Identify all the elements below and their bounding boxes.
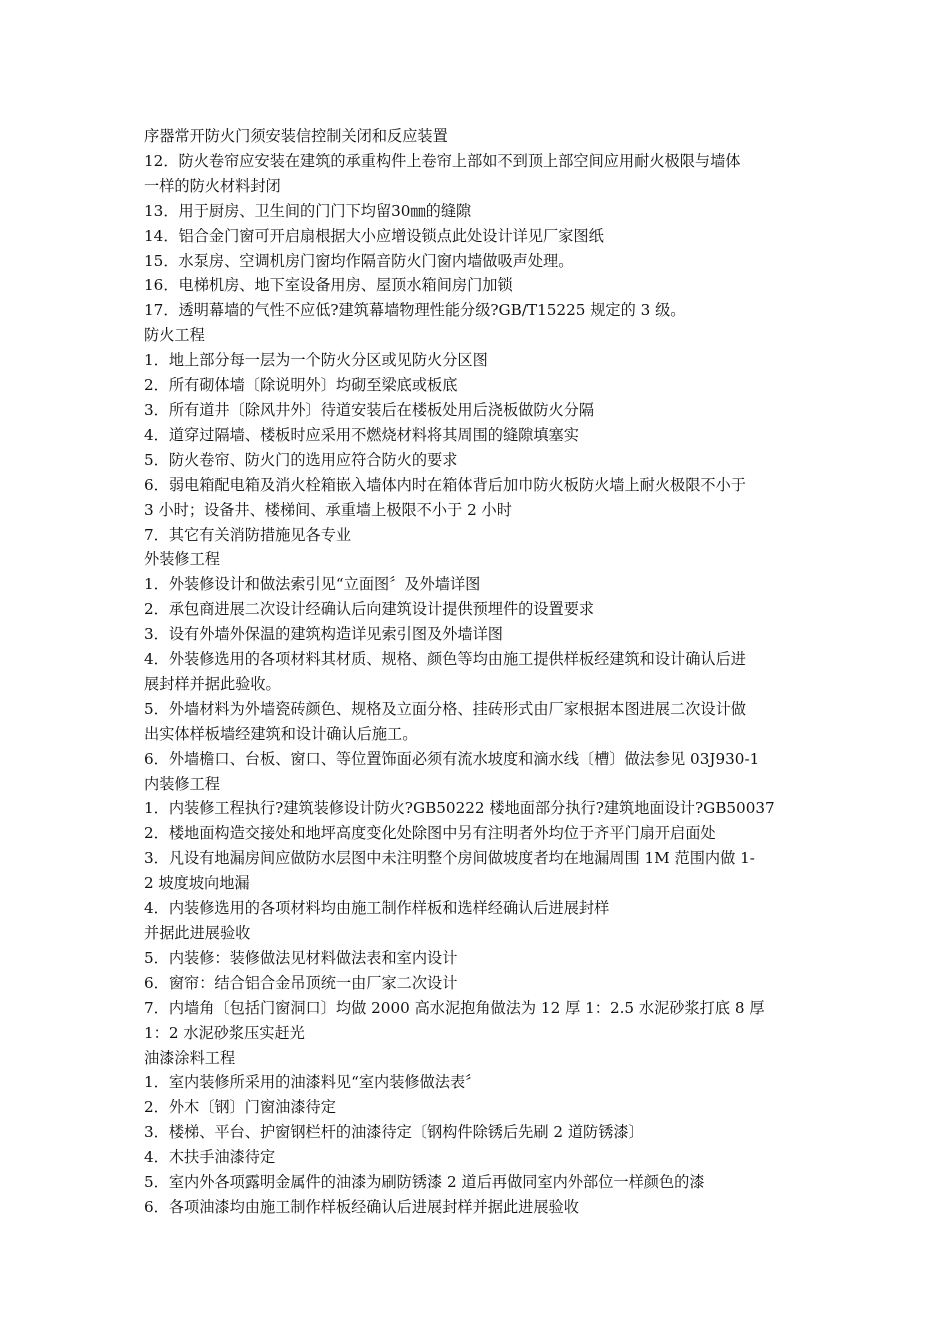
text-line: 15．水泵房、空调机房门窗均作隔音防火门窗内墙做吸声处理。: [144, 251, 574, 270]
text-line: 2 坡度坡向地漏: [144, 874, 250, 893]
text-line: 并据此进展验收: [144, 924, 251, 942]
text-line: 13．用于厨房、卫生间的门门下均留30㎜的缝隙: [144, 201, 472, 220]
text-line: 2．楼地面构造交接处和地坪高度变化处除图中另有注明者外均位于齐平门扇开启面处: [144, 824, 716, 843]
text-line: 4．外装修选用的各项材料其材质、规格、颜色等均由施工提供样板经建筑和设计确认后进: [144, 650, 746, 669]
text-line: 4．道穿过隔墙、楼板时应采用不燃烧材料将其周围的缝隙填塞实: [144, 425, 579, 444]
section-heading: 油漆涂料工程: [144, 1048, 236, 1067]
section-heading: 内装修工程: [144, 774, 220, 793]
text-line: 5．防火卷帘、防火门的选用应符合防火的要求: [144, 450, 458, 469]
text-line: 4．内装修选用的各项材料均由施工制作样板和选样经确认后进展封样: [144, 899, 610, 918]
text-line: 6．外墙檐口、台板、窗口、等位置饰面必须有流水坡度和滴水线〔槽〕做法参见 03J930-1: [144, 749, 760, 768]
text-line: 17．透明幕墙的气性不应低?建筑幕墙物理性能分级?GB/T15225 规定的 3 级。: [144, 301, 686, 320]
text-line: 7．其它有关消防措施见各专业: [144, 525, 352, 544]
text-line: 序器常开防火门须安装信控制关闭和反应装置: [144, 127, 448, 145]
section-heading: 防火工程: [144, 326, 205, 345]
text-line: 5．外墙材料为外墙瓷砖颜色、规格及立面分格、挂砖形式由厂家根据本图进展二次设计做: [144, 699, 746, 718]
text-line: 4．木扶手油漆待定: [144, 1148, 276, 1167]
text-line: 6．各项油漆均由施工制作样板经确认后进展封样并据此进展验收: [144, 1197, 579, 1216]
text-line: 2．外木〔钢〕门窗油漆待定: [144, 1098, 336, 1117]
text-line: 出实体样板墙经建筑和设计确认后施工。: [144, 724, 418, 743]
text-line: 2．承包商进展二次设计经确认后向建筑设计提供预埋件的设置要求: [144, 600, 595, 619]
text-line: 5．室内外各项露明金属件的油漆为刷防锈漆 2 道后再做同室内外部位一样颜色的漆: [144, 1173, 705, 1192]
text-line: 16．电梯机房、地下室设备用房、屋顶水箱间房门加锁: [144, 276, 513, 295]
text-line: 3．楼梯、平台、护窗钢栏杆的油漆待定〔钢构件除锈后先刷 2 道防锈漆〕: [144, 1123, 644, 1142]
text-line: 3 小时；设备井、楼梯间、承重墙上极限不小于 2 小时: [144, 500, 512, 519]
text-line: 3．凡设有地漏房间应做防水层图中未注明整个房间做坡度者均在地漏周围 1M 范围内做 1-: [144, 849, 755, 868]
document-body: [144, 124, 814, 1220]
text-line: 6．弱电箱配电箱及消火栓箱嵌入墙体内时在箱体背后加巾防火板防火墙上耐火极限不小于: [144, 475, 746, 494]
text-line: 2．所有砌体墙〔除说明外〕均砌至梁底或板底: [144, 376, 458, 395]
text-line: 1．地上部分每一层为一个防火分区或见防火分区图: [144, 351, 488, 370]
text-line: 3．所有道井〔除风井外〕待道安装后在楼板处用后浇板做防火分隔: [144, 400, 595, 419]
text-line: 3．设有外墙外保温的建筑构造详见索引图及外墙详图: [144, 625, 503, 644]
text-line: 5．内装修：装修做法见材料做法表和室内设计: [144, 948, 458, 967]
section-heading: 外装修工程: [144, 550, 220, 569]
text-line: 12．防火卷帘应安装在建筑的承重构件上卷帘上部如不到顶上部空间应用耐火极限与墙体: [144, 151, 741, 170]
text-line: 1．外装修设计和做法索引见“立面图〞及外墙详图: [144, 575, 481, 594]
text-line: 一样的防火材料封闭: [144, 176, 281, 195]
text-line: 1．内装修工程执行?建筑装修设计防火?GB50222 楼地面部分执行?建筑地面设计?GB50037: [144, 799, 775, 818]
text-line: 1：2 水泥砂浆压实赶光: [144, 1023, 305, 1042]
text-line: 展封样并据此验收。: [144, 674, 281, 693]
text-line: 14．铝合金门窗可开启扇根据大小应增设锁点此处设计详见厂家图纸: [144, 226, 604, 245]
text-line: 7．内墙角〔包括门窗洞口〕均做 2000 高水泥抱角做法为 12 厚 1：2.5 水泥砂浆打底 8 厚: [144, 998, 765, 1017]
text-line: 6．窗帘：结合铝合金吊顶统一由厂家二次设计: [144, 973, 458, 992]
text-line: 1．室内装修所采用的油漆料见“室内装修做法表〞: [144, 1073, 481, 1092]
